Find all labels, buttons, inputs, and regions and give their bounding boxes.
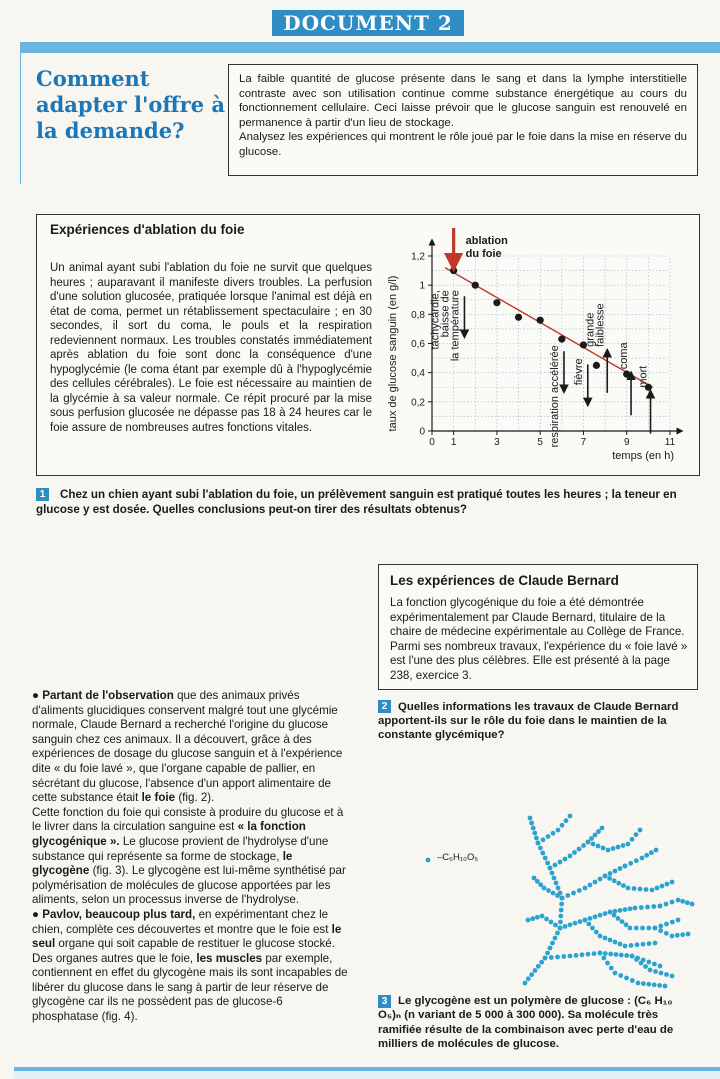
glucose-unit xyxy=(558,914,563,919)
glucose-unit xyxy=(603,951,608,956)
glucose-unit xyxy=(526,976,531,981)
y-tick-label: 1,2 xyxy=(411,251,425,263)
glucose-unit xyxy=(612,913,617,918)
symptom-label: tachycardie, xyxy=(429,290,442,350)
glucose-unit xyxy=(590,926,595,931)
symptom-label: mort xyxy=(637,365,650,388)
glucose-unit xyxy=(664,902,669,907)
glucose-unit xyxy=(593,880,598,885)
glucose-unit xyxy=(568,854,573,859)
data-point xyxy=(537,317,544,324)
glucose-unit xyxy=(657,983,662,988)
glucose-unit xyxy=(592,951,597,956)
glucose-unit xyxy=(561,954,566,959)
glucose-unit xyxy=(670,934,675,939)
symptom-label: baisse de xyxy=(439,290,452,338)
question-2-number: 2 xyxy=(378,700,391,713)
glucose-unit xyxy=(560,823,565,828)
glucose-unit xyxy=(623,864,628,869)
glucose-unit xyxy=(658,964,663,969)
text-span: que des animaux privés d'aliments glucidiques conservent malgré tout une glycémie normale, Claude Bernard a recherché l'origine du glucose sanguin chez ces animaux. Il a découvert, grâce à des expériences de dosage du glucose sanguin et à l'expérience dite « du foie lavé », que l'organe capable de pallier, en sécrétant du glucose, l'absence d'un apport alimentaire de cette substance était xyxy=(32,689,343,805)
glucose-unit xyxy=(593,914,598,919)
x-tick-label: 11 xyxy=(664,437,676,448)
paragraph-bernard: ● Partant de l'observation que des animaux privés d'aliments glucidiques conservent malgré tout une glycémie normale, Claude Bernard a recherché l'origine du glucose sanguin chez ces animaux. Il a découvert, grâce à des expériences de dosage du glucose sanguin et à l'expérience dite « du foie lavé », que l'organe capable de pallier, en sécrétant du glucose, l'absence d'un apport alimentaire de cette substance était le foie (fig. 2). xyxy=(32,689,343,805)
glucose-unit xyxy=(652,982,657,987)
glucose-unit xyxy=(633,906,638,911)
glucose-unit xyxy=(546,834,551,839)
glucose-unit xyxy=(676,898,681,903)
glucose-unit xyxy=(646,982,651,987)
glucose-unit-label: –C₆H₁₀O₅ xyxy=(437,852,479,863)
glucose-unit xyxy=(596,844,601,849)
glucose-unit xyxy=(629,943,634,948)
text-span: (fig. 3). Le glycogène est lui-même synthétisé par polymérisation de molécules de glucose apportées par les aliments, selon un processus inverse de l'hydrolyse. xyxy=(32,864,346,907)
glucose-unit xyxy=(549,920,554,925)
glucose-unit xyxy=(529,972,534,977)
glucose-unit xyxy=(653,926,658,931)
data-point xyxy=(515,314,522,321)
glucose-unit xyxy=(550,871,555,876)
glucose-unit xyxy=(621,843,626,848)
glucose-unit xyxy=(586,922,591,927)
glucose-unit xyxy=(573,921,578,926)
glucose-unit xyxy=(548,866,553,871)
glucose-unit xyxy=(531,826,536,831)
y-tick-label: 0,8 xyxy=(411,309,425,321)
bold-phrase: les muscles xyxy=(196,951,263,965)
glucose-unit xyxy=(632,886,637,891)
glucose-unit xyxy=(523,981,528,986)
glucose-unit xyxy=(623,944,628,949)
glucose-unit xyxy=(641,942,646,947)
glucose-unit xyxy=(658,924,663,929)
glucose-unit xyxy=(638,887,643,892)
glucose-unit xyxy=(680,932,685,937)
glucose-unit xyxy=(644,887,649,892)
paragraph-glycogen xyxy=(32,806,352,908)
glucose-unit xyxy=(665,882,670,887)
text-span: (fig. 2). xyxy=(175,791,215,805)
experiment-text: Un animal ayant subi l'ablation du foie ne survit que quelques heures ; auparavant il manifeste divers troubles. La perfusion d'une solution glucosée, pratiquée lorsque l'animal est déjà en état de coma, permet un rétablissement spectaculaire ; en 30 secondes, il sort du coma, le pouls et la respiration redeviennent normaux. Les troubles constatés immédiatement après ablation du foie sont donc la conséquence d'une hypoglycémie (le coma étant par exemple dû à l'hypoglycémie des cellules cérébrales). Le foie est nécessaire au maintien de la glycémie à sa valeur normale. Ce répit procuré par la mise sous perfusion glucosée ne dépasse pas 18 à 24 heures car le foie assure de nombreuses autres fonctions vitales. xyxy=(50,262,372,434)
glucose-unit xyxy=(624,922,629,927)
bottom-band xyxy=(14,1071,720,1079)
glucose-unit xyxy=(645,905,650,910)
glucose-unit xyxy=(624,976,629,981)
x-axis-label: temps (en h) xyxy=(612,450,674,462)
text-span: Le glucose provient de l'hydrolyse d'une substance qui représente sa forme de stockage, xyxy=(32,834,329,863)
glucose-chart xyxy=(380,226,700,472)
glucose-unit xyxy=(606,848,611,853)
glucose-unit xyxy=(638,828,643,833)
glucose-unit xyxy=(630,954,635,959)
bold-phrase: Pavlov, beaucoup plus tard, xyxy=(42,907,196,921)
glucose-unit xyxy=(560,896,565,901)
document-label: DOCUMENT 2 xyxy=(272,10,464,36)
glucose-unit xyxy=(558,926,563,931)
glucose-unit xyxy=(618,973,623,978)
glucose-unit xyxy=(620,919,625,924)
glucose-unit xyxy=(609,966,614,971)
glucose-unit xyxy=(655,886,660,891)
glucose-unit xyxy=(554,881,559,886)
header-rule xyxy=(20,42,720,53)
y-axis-label: taux de glucose sanguin (en g/l) xyxy=(387,275,399,432)
glucose-unit xyxy=(551,831,556,836)
glucose-unit xyxy=(589,836,594,841)
x-tick-label: 9 xyxy=(623,437,630,448)
glucose-unit xyxy=(593,833,598,838)
intro-paragraph-2: Analysez les expériences qui montrent le rôle joué par le foie dans la mise en réserve du glucose. xyxy=(239,131,687,158)
glucose-unit xyxy=(568,954,573,959)
symptom-label: coma xyxy=(618,342,631,370)
glucose-unit xyxy=(549,955,554,960)
glucose-unit xyxy=(558,920,563,925)
text-span: Cette fonction du foie qui consiste à produire du glucose et à le livrer dans la circulation sanguine est xyxy=(32,805,344,834)
glucose-unit xyxy=(426,858,431,863)
y-tick-label: 1 xyxy=(419,280,425,292)
glucose-unit xyxy=(636,981,641,986)
glucose-unit xyxy=(664,931,669,936)
glucose-unit xyxy=(601,956,606,961)
glucose-unit xyxy=(653,941,658,946)
glucose-unit xyxy=(598,951,603,956)
glucose-unit xyxy=(553,863,558,868)
glucose-unit xyxy=(613,971,618,976)
glucose-unit xyxy=(644,853,649,858)
glucose-unit xyxy=(543,956,548,961)
figure-3-caption: Le glycogène est un polymère de glucose : (C₆ H₁₀ O₅)ₙ (n variant de 5 000 à 300 000). Sa molécule très ramifiée résulte de la combinaison avec perte d'eau de milliers de molécules de glucose. xyxy=(378,995,674,1051)
glucose-unit xyxy=(532,831,537,836)
glucose-unit xyxy=(670,880,675,885)
glucose-unit xyxy=(623,907,628,912)
glucose-unit xyxy=(634,832,639,837)
glucose-unit xyxy=(594,930,599,935)
glucose-unit xyxy=(556,828,561,833)
glucose-unit xyxy=(580,952,585,957)
glucose-unit xyxy=(690,902,695,907)
glucose-unit xyxy=(611,846,616,851)
glucose-unit xyxy=(648,968,653,973)
glycogen-molecule-figure xyxy=(410,808,710,998)
glucose-unit xyxy=(545,861,550,866)
glucose-unit xyxy=(574,953,579,958)
glucose-unit xyxy=(528,816,533,821)
glucose-unit xyxy=(603,936,608,941)
y-tick-label: 0,4 xyxy=(411,368,425,380)
glucose-unit xyxy=(553,923,558,928)
glucose-unit xyxy=(608,952,613,957)
glucose-unit xyxy=(577,888,582,893)
experiment-title: Expériences d'ablation du foie xyxy=(50,222,245,237)
x-tick-label: 5 xyxy=(537,437,543,448)
text-span: organe qui soit capable de restituer le glucose stocké. Des organes autres que le foie, xyxy=(32,937,335,965)
glucose-unit xyxy=(630,978,635,983)
data-point xyxy=(450,267,457,274)
glucose-unit xyxy=(563,857,568,862)
ablation-label: ablation xyxy=(465,235,508,247)
glucose-unit xyxy=(598,877,603,882)
glucose-unit xyxy=(530,916,535,921)
glucose-unit xyxy=(664,922,669,927)
glucose-unit xyxy=(541,837,546,842)
glucose-unit xyxy=(670,974,675,979)
glucose-unit xyxy=(628,906,633,911)
bold-phrase: « la fonction glycogénique ». xyxy=(32,820,306,848)
glucose-unit xyxy=(564,818,569,823)
glucose-unit xyxy=(616,845,621,850)
bernard-title: Les expériences de Claude Bernard xyxy=(390,573,619,588)
glucose-unit xyxy=(588,883,593,888)
glucose-unit xyxy=(543,856,548,861)
glucose-unit xyxy=(529,821,534,826)
data-point xyxy=(593,362,600,369)
glucose-unit xyxy=(621,883,626,888)
glucose-unit xyxy=(608,871,613,876)
glucose-unit xyxy=(591,842,596,847)
glucose-unit xyxy=(581,843,586,848)
glucose-unit xyxy=(626,842,631,847)
glucose-unit xyxy=(612,878,617,883)
data-point xyxy=(558,336,565,343)
glucose-unit xyxy=(535,915,540,920)
glucose-unit xyxy=(586,952,591,957)
glucose-unit xyxy=(563,924,568,929)
glucose-unit xyxy=(685,900,690,905)
glucose-unit xyxy=(536,964,541,969)
x-tick-label: 7 xyxy=(580,437,587,448)
glucose-unit xyxy=(598,913,603,918)
glucose-unit xyxy=(526,918,531,923)
glucose-unit xyxy=(556,886,561,891)
glucose-unit xyxy=(538,846,543,851)
glucose-unit xyxy=(577,847,582,852)
bold-phrase: le seul xyxy=(32,922,342,951)
glucose-unit xyxy=(619,953,624,958)
symptom-label: grande xyxy=(584,312,597,347)
glucose-unit xyxy=(552,876,557,881)
question-1-number: 1 xyxy=(36,488,49,501)
glucose-unit xyxy=(578,919,583,924)
glucose-unit xyxy=(583,886,588,891)
text-span: par exemple, contiennent en effet du glycogène mais ils sont incapables de libérer du glucose dans le sang à partir de leur réserve de glycogène car ils ne possèdent pas de glucose-6 phosphatase (fig. 4). xyxy=(32,951,348,1024)
glucose-unit xyxy=(568,922,573,927)
glucose-unit xyxy=(643,964,648,969)
glucose-unit xyxy=(624,953,629,958)
glucose-unit xyxy=(546,888,551,893)
glucose-unit xyxy=(616,881,621,886)
glucose-unit xyxy=(654,848,659,853)
glucose-unit xyxy=(555,955,560,960)
glucose-unit xyxy=(608,910,613,915)
data-point xyxy=(623,371,630,378)
glucose-unit xyxy=(572,850,577,855)
intro-box xyxy=(228,64,698,176)
page-title: Comment adapter l'offre à la demande? xyxy=(36,66,226,143)
glucose-unit xyxy=(680,899,685,904)
glucose-unit xyxy=(539,960,544,965)
glucose-unit xyxy=(635,942,640,947)
glucose-unit xyxy=(559,908,564,913)
glucose-unit xyxy=(659,971,664,976)
glucose-unit xyxy=(663,984,668,989)
glucose-unit xyxy=(603,874,608,879)
glucose-unit xyxy=(646,960,651,965)
glucose-unit xyxy=(634,858,639,863)
glucose-unit xyxy=(544,917,549,922)
main-text xyxy=(32,689,352,1025)
glucose-unit xyxy=(646,926,651,931)
glucose-unit xyxy=(553,936,558,941)
glucose-unit xyxy=(558,860,563,865)
glucose-unit xyxy=(607,876,612,881)
glucose-unit xyxy=(559,902,564,907)
symptom-label: faiblesse xyxy=(594,303,607,347)
glucose-unit xyxy=(534,836,539,841)
glucose-unit xyxy=(550,941,555,946)
data-point xyxy=(493,299,500,306)
glucose-unit xyxy=(634,957,639,962)
x-tick-label: 3 xyxy=(494,437,500,448)
glucose-unit xyxy=(616,916,621,921)
glucose-unit xyxy=(686,932,691,937)
glucose-unit xyxy=(555,893,560,898)
y-tick-label: 0 xyxy=(419,426,425,438)
bernard-text: La fonction glycogénique du foie a été démontrée expérimentalement par Claude Bernard, titulaire de la chaire de médecine expérimentale au Collège de France. Parmi ses nombreux travaux, l'expérience du « foie lavé » est l'une des plus célèbres. Elle est présenté à la page 238, exercice 3. xyxy=(390,596,688,682)
glucose-unit xyxy=(586,840,591,845)
symptom-label: fièvre xyxy=(572,358,585,386)
glucose-unit xyxy=(614,952,619,957)
data-point xyxy=(472,282,479,289)
glucose-unit xyxy=(608,938,613,943)
y-tick-label: 0,2 xyxy=(411,397,425,409)
figure-3-number: 3 xyxy=(378,995,391,1008)
text-span: en expérimentant chez le chien, complète ces découvertes et montre que le foie est xyxy=(32,907,332,936)
glucose-unit xyxy=(628,926,633,931)
glucose-unit xyxy=(545,951,550,956)
bold-phrase: Partant de l'observation xyxy=(42,689,174,702)
ablation-label: du foie xyxy=(465,248,502,260)
glucose-unit xyxy=(618,908,623,913)
x-tick-label: 1 xyxy=(450,437,457,448)
glucose-unit xyxy=(603,911,608,916)
glucose-unit xyxy=(600,826,605,831)
glucose-unit xyxy=(640,856,645,861)
glucose-unit xyxy=(601,846,606,851)
y-tick-label: 0,6 xyxy=(411,339,425,350)
glucose-unit xyxy=(639,961,644,966)
glucose-unit xyxy=(598,934,603,939)
glucose-unit xyxy=(538,882,543,887)
glucose-unit xyxy=(670,920,675,925)
glucose-unit xyxy=(618,942,623,947)
glucose-unit xyxy=(676,918,681,923)
glucose-unit xyxy=(613,869,618,874)
symptom-label: respiration accélérée xyxy=(548,345,561,448)
glucose-unit xyxy=(583,918,588,923)
glucose-unit xyxy=(613,909,618,914)
glucose-unit xyxy=(571,891,576,896)
glucose-unit xyxy=(653,969,658,974)
glucose-unit xyxy=(533,968,538,973)
glucose-unit xyxy=(628,861,633,866)
glucose-unit xyxy=(651,904,656,909)
intro-paragraph-1: La faible quantité de glucose présente dans le sang et dans la lymphe interstitielle contraste avec son utilisation continue comme substance énergétique au cours du fonctionnement cellulaire. Ceci laisse prévoir que le glucose sanguin est renouvelé en permanence à partir d'un lieu de stockage. xyxy=(239,73,687,129)
paragraph-pavlov: ● Pavlov, beaucoup plus tard, en expérimentant chez le chien, complète ces découvertes et montre que le foie est le seul organe qui soit capable de restituer le glucose stocké. Des organes autres que le foie, les muscles par exemple, contiennent en effet du glycogène mais ils sont incapables de libérer du glucose dans le sang à partir de leur réserve de glycogène car ils ne possèdent pas de glucose-6 phosphatase (fig. 4). xyxy=(32,907,348,1024)
glucose-unit xyxy=(630,837,635,842)
symptom-label: la température xyxy=(449,290,462,362)
glucose-unit xyxy=(568,814,573,819)
glucose-unit xyxy=(639,905,644,910)
glucose-unit xyxy=(650,888,655,893)
glucose-unit xyxy=(658,928,663,933)
glucose-unit xyxy=(588,916,593,921)
x-tick-label: 0 xyxy=(429,437,435,448)
glucose-unit xyxy=(540,914,545,919)
glucose-unit xyxy=(675,933,680,938)
glucose-unit xyxy=(647,941,652,946)
glucose-unit xyxy=(626,886,631,891)
glucose-unit xyxy=(551,891,556,896)
bold-phrase: le foie xyxy=(141,791,176,805)
glucose-unit xyxy=(658,904,663,909)
glucose-unit xyxy=(660,884,665,889)
glucose-unit xyxy=(532,876,537,881)
glucose-unit xyxy=(565,893,570,898)
glucose-unit xyxy=(670,900,675,905)
glucose-unit xyxy=(641,981,646,986)
bold-phrase: le glycogène xyxy=(32,849,293,878)
question-2: Quelles informations les travaux de Claude Bernard apportent-ils sur le rôle du foie dans le maintien de la constante glycémique? xyxy=(378,701,679,741)
glucose-unit xyxy=(605,961,610,966)
glucose-unit xyxy=(618,866,623,871)
glucose-unit xyxy=(652,962,657,967)
question-1: Chez un chien ayant subi l'ablation du foie, un prélèvement sanguin est pratiqué toutes les heures ; la teneur en glucose y est dosée. Quelles conclusions peut-on tirer des résultats obtenus? xyxy=(36,488,677,516)
glucose-unit xyxy=(634,926,639,931)
glucose-unit xyxy=(596,829,601,834)
glucose-unit xyxy=(649,850,654,855)
glucose-unit xyxy=(540,851,545,856)
glucose-unit xyxy=(664,972,669,977)
glucose-unit xyxy=(536,841,541,846)
glucose-unit xyxy=(613,940,618,945)
glucose-unit xyxy=(555,931,560,936)
glucose-unit xyxy=(548,946,553,951)
glucose-unit xyxy=(640,926,645,931)
